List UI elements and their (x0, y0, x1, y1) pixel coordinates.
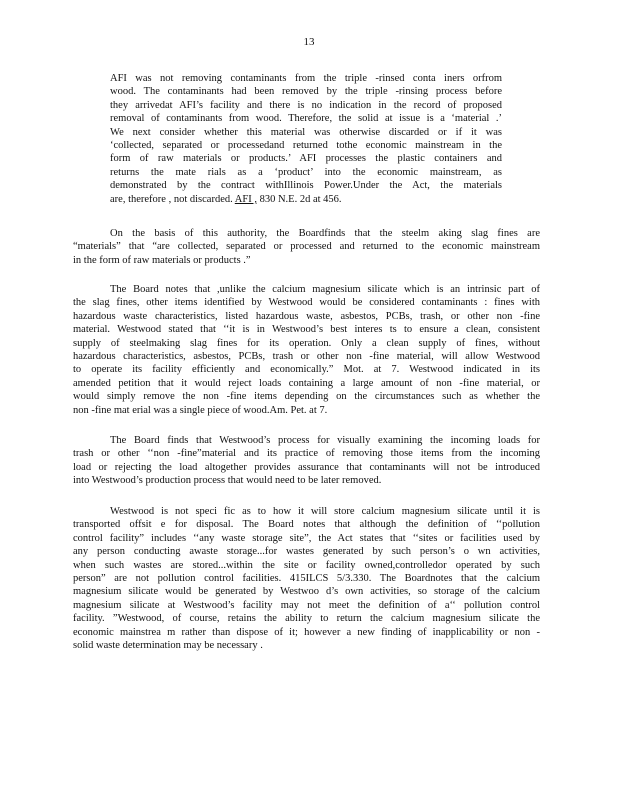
paragraph-line: person” are not pollution control facilities. 415ILCS 5/3.330. The Boardnotes that the calcium (73, 573, 540, 585)
quote-last-line (110, 193, 502, 206)
quote-line: We next consider whether this material was otherwise discarded or if it was (110, 126, 502, 138)
quote-text: are, therefore , not discarded. (110, 193, 235, 205)
paragraph-board-finds-materials (73, 227, 540, 267)
paragraph-board-finds-process (73, 434, 540, 488)
paragraph-line: material. Westwood stated that ‘‘it is in Westwood’s best interes ts to ensure a clean, consistent (73, 324, 540, 336)
paragraph-line: control facility” includes ‘‘any waste storage site”, the Act states that ‘‘sites or facilities used by (73, 532, 540, 544)
paragraph-line: amended petition that it would reject loads containing a large amount of non -fine material, or (73, 377, 540, 389)
quote-line: ‘collected, separated or processedand returned tothe economic mainstream in the (110, 140, 502, 152)
paragraph-board-notes-contaminants (73, 283, 540, 417)
quote-line: demonstrated by the contract withIllinois Power.Under the Act, the materials (110, 180, 502, 192)
paragraph-line: load or rejecting the load altogether provides assurance that contaminants will not be introduced (73, 461, 540, 473)
paragraph-line: in the form of raw materials or products .” (73, 254, 251, 266)
paragraph-line: any person conducting awaste storage...for wastes generated by such person’s o wn activities, (73, 546, 540, 558)
quote-line: returns the mate rials as a ‘product’ into the economic mainstream, as (110, 166, 502, 178)
paragraph-line: non -fine mat erial was a single piece of wood.Am. Pet. at 7. (73, 404, 328, 416)
case-citation: AFI , (234, 193, 257, 205)
paragraph-line: magnesium silicate at Westwood’s facility may not meet the definition of a‘‘ pollution control (73, 599, 540, 611)
paragraph-line: would simply remove the non -fine items depending on the circumstances such as whether the (73, 391, 540, 403)
quote-text: 830 N.E. 2d at 456. (256, 193, 342, 205)
paragraph-line: magnesium silicate would be generated by Westwoo d’s own activities, so storage of the calcium (73, 586, 540, 598)
paragraph-line: The Board notes that ,unlike the calcium magnesium silicate which is an intrinsic part of (110, 284, 540, 295)
paragraph-line: trash or other ‘‘non -fine”material and its practice of removing those items from the incoming (73, 448, 540, 460)
paragraph-line: “materials” that “are collected, separated or processed and returned to the economic mainstream (73, 241, 540, 253)
quote-line: removal of contaminants from wood. Therefore, the solid at issue is a ‘material .’ (110, 113, 502, 125)
paragraph-line: solid waste determination may be necessary . (73, 640, 263, 652)
paragraph-westwood-storage (73, 505, 540, 652)
paragraph-line: transported offsit e for disposal. The Board notes that although the definition of ‘‘pollution (73, 519, 540, 531)
paragraph-line: when such wastes are stored...within the site or facility owned,controlledor operated by such (73, 559, 540, 571)
quote-line: wood. The contaminants had been removed by the triple -rinsing process before (110, 86, 502, 98)
paragraph-line: hazardous characteristics, asbestos, PCBs, trash or other non -fine material, will allow Westwood (73, 351, 540, 363)
paragraph-line: to operate its facility efficiently and economically.” Mot. at 7. Westwood indicated in its (73, 364, 540, 376)
paragraph-line: The Board finds that Westwood’s process for visually examining the incoming loads for (110, 435, 540, 446)
paragraph-line: On the basis of this authority, the Boardfinds that the steelm aking slag fines are (110, 228, 540, 239)
paragraph-line: supply of steelmaking slag fines for its operation. Only a clean supply of fines, without (73, 337, 540, 349)
page-number: 13 (303, 36, 315, 48)
paragraph-line: Westwood is not speci fic as to how it will store calcium magnesium silicate until it is (110, 506, 540, 517)
quote-line: AFI was not removing contaminants from the triple -rinsed conta iners orfrom (110, 73, 502, 84)
quote-line: they arrivedat AFI’s facility and there is no indication in the record of proposed (110, 99, 502, 111)
paragraph-line: economic mainstrea m rather than dispose of it; however a new finding of inapplicability or non - (73, 626, 540, 638)
paragraph-line: hazardous waste characteristics, listed hazardous waste, asbestos, PCBs, trash, or other non -fine (73, 310, 540, 322)
paragraph-line: the slag fines, other items identified by Westwood would be considered contaminants : fines with (73, 297, 540, 309)
block-quote (110, 72, 502, 206)
paragraph-line: facility. ”Westwood, of course, retains the ability to return the calcium magnesium silicate the (73, 613, 540, 625)
quote-line: form of raw materials or products.’ AFI processes the plastic containers and (110, 153, 502, 165)
paragraph-line: into Westwood’s production process that would need to be later removed. (73, 475, 382, 487)
